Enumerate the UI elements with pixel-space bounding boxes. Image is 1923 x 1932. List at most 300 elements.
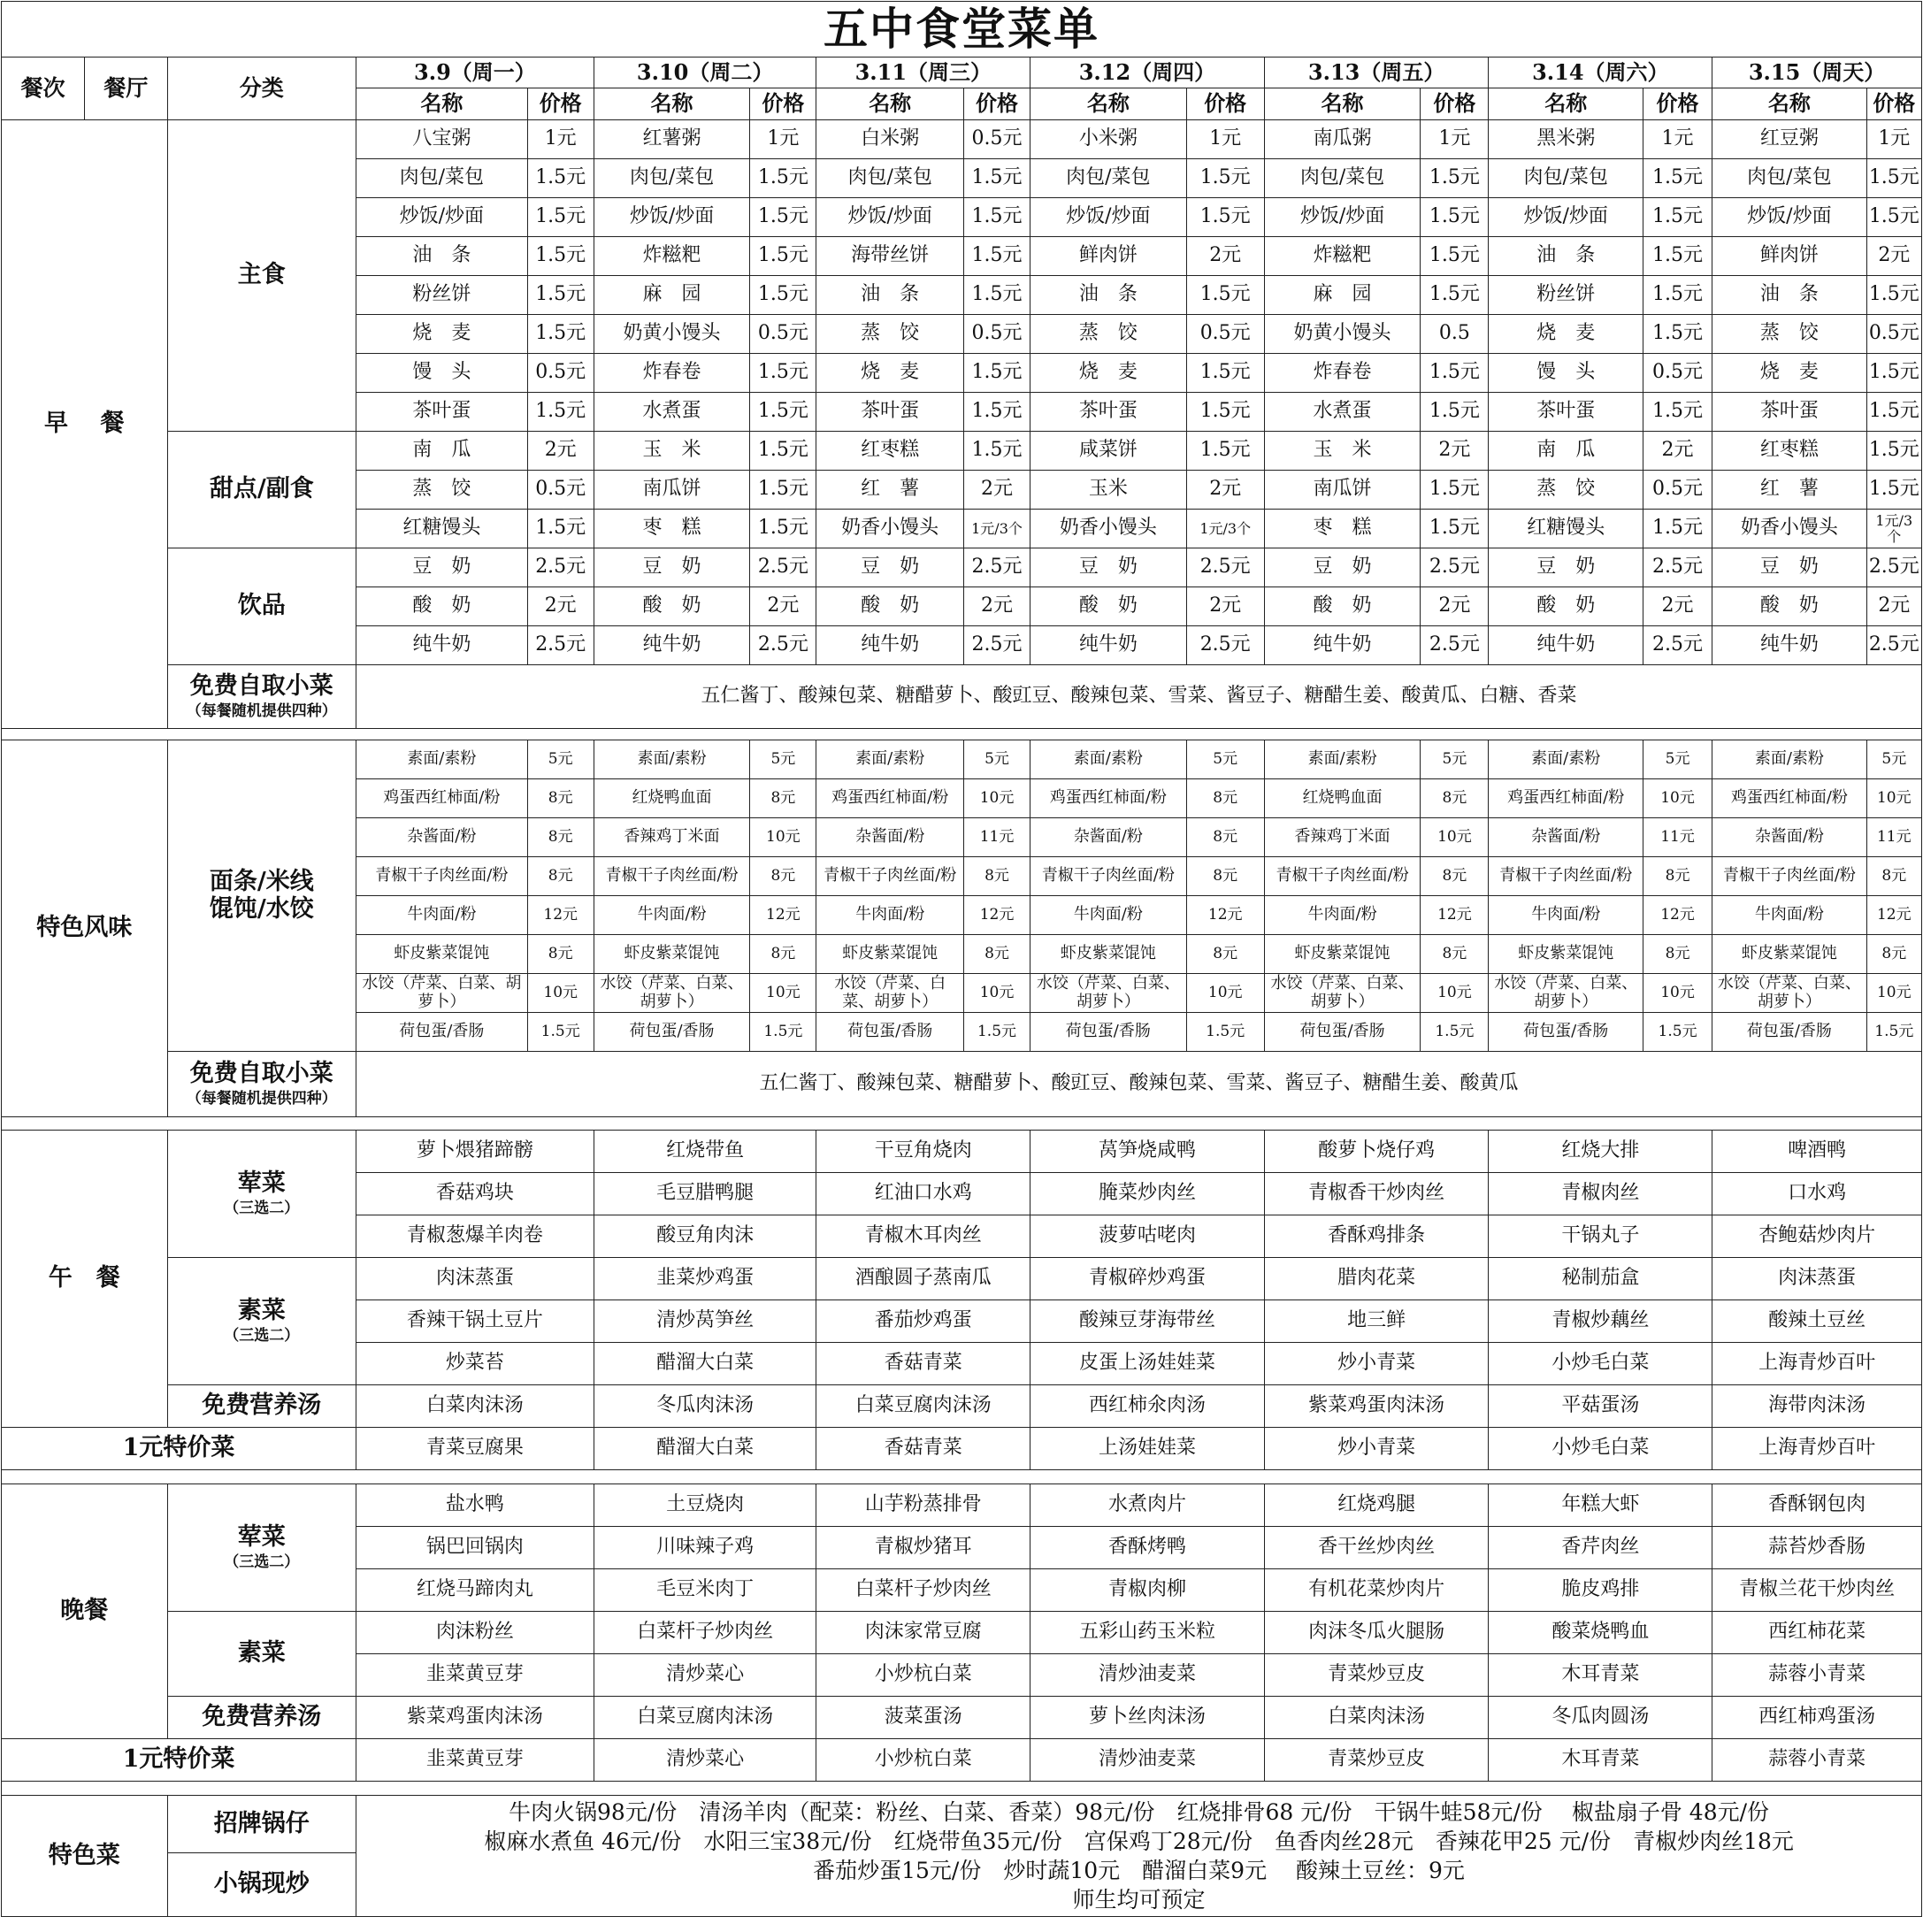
name-header: 名称 (1712, 88, 1866, 120)
item-name: 牛肉面/粉 (1264, 896, 1420, 935)
meal-specialty: 特色风味 (2, 740, 168, 1117)
meal-breakfast: 早 餐 (2, 120, 168, 729)
item-price: 1.5元 (963, 159, 1030, 198)
item-price: 1.5元 (1643, 159, 1712, 198)
item-price: 1.5元 (1866, 198, 1921, 237)
item-name: 炒饭/炒面 (1264, 198, 1420, 237)
item-name: 茶叶蛋 (1489, 393, 1643, 432)
item-name: 水饺（芹菜、白菜、胡萝卜） (1489, 974, 1643, 1013)
item-name: 炒饭/炒面 (1712, 198, 1866, 237)
item-price: 1元 (750, 120, 816, 159)
dish-name: 清炒莴笋丝 (594, 1300, 816, 1343)
item-price: 1.5元 (527, 198, 594, 237)
item-price: 10元 (1421, 818, 1489, 857)
item-name: 酸 奶 (356, 587, 528, 626)
dish-name: 白菜杆子炒肉丝 (816, 1569, 1030, 1612)
hall-header: 餐厅 (85, 58, 167, 120)
item-name: 茶叶蛋 (1712, 393, 1866, 432)
category-label: 荤菜 (237, 1522, 286, 1551)
item-price: 1.5元 (1186, 432, 1264, 471)
dish-name: 番茄炒鸡蛋 (816, 1300, 1030, 1343)
item-price: 1.5元 (750, 393, 816, 432)
item-name: 炒饭/炒面 (1489, 198, 1643, 237)
item-name: 枣 糕 (1264, 510, 1420, 548)
day-header: 3.13（周五） (1264, 58, 1489, 88)
item-name: 杂酱面/粉 (356, 818, 528, 857)
dish-name: 西红柿花菜 (1712, 1612, 1922, 1654)
item-price: 0.5元 (963, 120, 1030, 159)
item-price: 2元 (1186, 471, 1264, 510)
item-price: 1.5元 (1643, 237, 1712, 276)
dish-name: 海带肉沫汤 (1712, 1385, 1922, 1428)
item-price: 1.5元 (1421, 393, 1489, 432)
item-name: 奶香小馒头 (816, 510, 963, 548)
item-name: 红豆粥 (1712, 120, 1866, 159)
item-price: 2元 (1186, 587, 1264, 626)
item-price: 8元 (1866, 857, 1921, 896)
item-price: 2.5元 (963, 626, 1030, 665)
item-price: 1.5元 (1186, 159, 1264, 198)
category-label: 甜点/副食 (209, 475, 314, 503)
item-price: 0.5元 (1643, 354, 1712, 393)
category-label: 免费营养汤 (202, 1392, 322, 1420)
item-price: 2.5元 (750, 626, 816, 665)
item-price: 0.5 (1421, 315, 1489, 354)
dish-name: 酸辣土豆丝 (1712, 1300, 1922, 1343)
dish-name: 青椒葱爆羊肉卷 (356, 1215, 594, 1258)
featured-line: 番茄炒蛋15元/份 炒时蔬10元 醋溜白菜9元 酸辣土豆丝：9元 (813, 1858, 1465, 1883)
dish-name: 酸萝卜烧仔鸡 (1264, 1131, 1489, 1173)
item-price: 1.5元 (1186, 1013, 1264, 1052)
dish-name: 平菇蛋汤 (1489, 1385, 1712, 1428)
item-name: 茶叶蛋 (1030, 393, 1186, 432)
dish-name: 炒小青菜 (1264, 1343, 1489, 1385)
featured-dishes (356, 1796, 1922, 1917)
item-name: 炒饭/炒面 (1030, 198, 1186, 237)
dish-name: 毛豆米肉丁 (594, 1569, 816, 1612)
dish-name: 水煮肉片 (1030, 1484, 1265, 1527)
section-divider (2, 1782, 1922, 1796)
item-name: 素面/素粉 (1264, 740, 1420, 779)
item-price: 5元 (963, 740, 1030, 779)
section-gap (2, 1117, 1922, 1131)
item-name: 素面/素粉 (1030, 740, 1186, 779)
dinner-row (2, 1697, 1922, 1739)
special-dish: 香菇青菜 (816, 1428, 1030, 1470)
item-name: 鸡蛋西红柿面/粉 (816, 779, 963, 818)
dish-name: 肉沫蒸蛋 (356, 1258, 594, 1300)
dish-name: 小炒毛白菜 (1489, 1343, 1712, 1385)
lunch-row (2, 1258, 1922, 1300)
category-label: 饮品 (237, 592, 286, 620)
item-price: 1.5元 (1866, 432, 1921, 471)
item-price: 1.5元 (1421, 471, 1489, 510)
item-name: 奶香小馒头 (1030, 510, 1186, 548)
dish-name: 青椒肉丝 (1489, 1173, 1712, 1215)
dish-name: 香菇鸡块 (356, 1173, 594, 1215)
dish-name: 青椒炒藕丝 (1489, 1300, 1712, 1343)
item-name: 青椒干子肉丝面/粉 (1030, 857, 1186, 896)
item-name: 素面/素粉 (816, 740, 963, 779)
item-name: 奶黄小馒头 (1264, 315, 1420, 354)
featured-line: 椒麻水煮鱼 46元/份 水阳三宝38元/份 红烧带鱼35元/份 宫保鸡丁28元/份 鱼香肉丝28元 香辣花甲25 元/份 青椒炒肉丝18元 (484, 1828, 1794, 1854)
item-price: 1.5元 (750, 510, 816, 548)
dish-name: 有机花菜炒肉片 (1264, 1569, 1489, 1612)
item-name: 素面/素粉 (356, 740, 528, 779)
dish-name: 白菜杆子炒肉丝 (594, 1612, 816, 1654)
dish-name: 冬瓜肉沫汤 (594, 1385, 816, 1428)
dish-name: 山芋粉蒸排骨 (816, 1484, 1030, 1527)
item-name: 油 条 (356, 237, 528, 276)
item-price: 1.5元 (1421, 510, 1489, 548)
meal-header: 餐次 (2, 58, 85, 120)
item-price: 1.5元 (963, 276, 1030, 315)
item-price: 10元 (1866, 779, 1921, 818)
category-label: 素菜 (237, 1296, 286, 1324)
special-dish: 炒小青菜 (1264, 1428, 1489, 1470)
item-price: 1.5元 (527, 1013, 594, 1052)
dish-name: 青菜炒豆皮 (1264, 1654, 1489, 1697)
price-header: 价格 (963, 88, 1030, 120)
special-dish: 清炒油麦菜 (1030, 1739, 1265, 1782)
item-name: 豆 奶 (1489, 548, 1643, 587)
item-name: 红 薯 (1712, 471, 1866, 510)
item-name: 咸菜饼 (1030, 432, 1186, 471)
item-name: 杂酱面/粉 (816, 818, 963, 857)
item-name: 虾皮紫菜馄饨 (1264, 935, 1420, 974)
item-price: 10元 (1866, 974, 1921, 1013)
dish-name: 紫菜鸡蛋肉沫汤 (1264, 1385, 1489, 1428)
item-name: 牛肉面/粉 (816, 896, 963, 935)
item-name: 青椒干子肉丝面/粉 (356, 857, 528, 896)
item-price: 1元/3个 (1866, 510, 1921, 548)
dish-name: 红烧鸡腿 (1264, 1484, 1489, 1527)
item-name: 炸春卷 (1264, 354, 1420, 393)
dish-name: 莴笋烧咸鸭 (1030, 1131, 1265, 1173)
dish-name: 盐水鸭 (356, 1484, 594, 1527)
item-price: 11元 (963, 818, 1030, 857)
item-name: 烧 麦 (1712, 354, 1866, 393)
item-price: 1.5元 (1643, 510, 1712, 548)
dish-name: 上海青炒百叶 (1712, 1343, 1922, 1385)
item-name: 荷包蛋/香肠 (1489, 1013, 1643, 1052)
item-price: 2元 (750, 587, 816, 626)
item-price: 1.5元 (750, 159, 816, 198)
item-price: 8元 (1421, 935, 1489, 974)
item-name: 炸糍粑 (1264, 237, 1420, 276)
free-sides-row (2, 665, 1922, 729)
section-divider (2, 1117, 1922, 1131)
dish-name: 白菜豆腐肉沫汤 (816, 1385, 1030, 1428)
day-header: 3.15（周天） (1712, 58, 1922, 88)
item-name: 水饺（芹菜、白菜、胡萝卜） (1030, 974, 1186, 1013)
item-name: 炒饭/炒面 (594, 198, 749, 237)
item-price: 1.5元 (963, 354, 1030, 393)
item-price: 1.5元 (1186, 198, 1264, 237)
item-name: 奶香小馒头 (1712, 510, 1866, 548)
meal-featured: 特色菜 (2, 1796, 168, 1917)
specialty-row (2, 740, 1922, 779)
special-label: 1元特价菜 (2, 1428, 356, 1470)
dish-name: 地三鲜 (1264, 1300, 1489, 1343)
item-name: 八宝粥 (356, 120, 528, 159)
section-divider (2, 729, 1922, 740)
dish-name: 杏鲍菇炒肉片 (1712, 1215, 1922, 1258)
featured-line: 师生均可预定 (1072, 1887, 1206, 1913)
item-price: 8元 (1186, 818, 1264, 857)
item-name: 炒饭/炒面 (356, 198, 528, 237)
item-price: 1.5元 (750, 354, 816, 393)
dish-name: 啤酒鸭 (1712, 1131, 1922, 1173)
name-header: 名称 (1489, 88, 1643, 120)
item-price: 1.5元 (1643, 1013, 1712, 1052)
section-gap (2, 1470, 1922, 1484)
dish-name: 肉沫冬瓜火腿肠 (1264, 1612, 1489, 1654)
item-price: 2.5元 (1643, 548, 1712, 587)
item-price: 1元/3个 (1186, 510, 1264, 548)
dish-name: 酸辣豆芽海带丝 (1030, 1300, 1265, 1343)
item-name: 油 条 (1712, 276, 1866, 315)
special-label: 1元特价菜 (2, 1739, 356, 1782)
item-name: 酸 奶 (1030, 587, 1186, 626)
item-price: 1.5元 (1866, 1013, 1921, 1052)
category-cell (167, 740, 356, 1052)
item-name: 牛肉面/粉 (356, 896, 528, 935)
item-name: 纯牛奶 (1712, 626, 1866, 665)
item-name: 枣 糕 (594, 510, 749, 548)
breakfast-row (2, 432, 1922, 471)
item-name: 麻 园 (1264, 276, 1420, 315)
item-name: 素面/素粉 (594, 740, 749, 779)
item-name: 油 条 (1489, 237, 1643, 276)
item-price: 1.5元 (527, 393, 594, 432)
item-name: 纯牛奶 (1030, 626, 1186, 665)
item-name: 肉包/菜包 (1712, 159, 1866, 198)
item-price: 1元 (1643, 120, 1712, 159)
dish-name: 皮蛋上汤娃娃菜 (1030, 1343, 1265, 1385)
item-price: 11元 (1866, 818, 1921, 857)
item-price: 1.5元 (1643, 393, 1712, 432)
item-price: 1.5元 (1421, 276, 1489, 315)
category-note: （三选二） (224, 1327, 300, 1346)
item-price: 1.5元 (1421, 354, 1489, 393)
category-note: （每餐随机提供四种） (186, 1090, 337, 1108)
item-price: 8元 (527, 935, 594, 974)
item-price: 10元 (963, 779, 1030, 818)
item-name: 鲜肉饼 (1712, 237, 1866, 276)
item-price: 1.5元 (527, 276, 594, 315)
item-price: 8元 (750, 779, 816, 818)
item-name: 奶黄小馒头 (594, 315, 749, 354)
item-price: 0.5元 (963, 315, 1030, 354)
item-name: 牛肉面/粉 (1030, 896, 1186, 935)
dish-name: 萝卜煨猪蹄髈 (356, 1131, 594, 1173)
item-name: 鲜肉饼 (1030, 237, 1186, 276)
item-name: 酸 奶 (594, 587, 749, 626)
item-price: 0.5元 (527, 354, 594, 393)
item-price: 1.5元 (963, 1013, 1030, 1052)
dish-name: 紫菜鸡蛋肉沫汤 (356, 1697, 594, 1739)
item-price: 2.5元 (963, 548, 1030, 587)
item-name: 水煮蛋 (594, 393, 749, 432)
title-row (2, 2, 1922, 58)
item-name: 蒸 饺 (816, 315, 963, 354)
dish-name: 腌菜炒肉丝 (1030, 1173, 1265, 1215)
dish-name: 小炒杭白菜 (816, 1654, 1030, 1697)
item-price: 8元 (1186, 857, 1264, 896)
item-name: 杂酱面/粉 (1489, 818, 1643, 857)
category-label: 馄饨/水饺 (209, 894, 314, 923)
featured-line: 牛肉火锅98元/份 清汤羊肉（配菜：粉丝、白菜、香菜）98元/份 红烧排骨68 元/份 干锅牛蛙58元/份 椒盐扇子骨 48元/份 (509, 1799, 1770, 1825)
meal-dinner: 晚餐 (2, 1484, 168, 1739)
item-name: 蒸 饺 (1712, 315, 1866, 354)
header-row (2, 58, 1922, 88)
item-name: 红烧鸭血面 (594, 779, 749, 818)
dish-name: 萝卜丝肉沫汤 (1030, 1697, 1265, 1739)
dish-name: 肉沫蒸蛋 (1712, 1258, 1922, 1300)
dish-name: 川味辣子鸡 (594, 1527, 816, 1569)
item-price: 1.5元 (1866, 393, 1921, 432)
item-price: 1.5元 (1866, 471, 1921, 510)
price-header: 价格 (1186, 88, 1264, 120)
item-price: 1.5元 (1421, 1013, 1489, 1052)
item-name: 牛肉面/粉 (1712, 896, 1866, 935)
special-dish: 青菜豆腐果 (356, 1428, 594, 1470)
item-price: 1.5元 (750, 276, 816, 315)
section-divider (2, 1470, 1922, 1484)
item-price: 1.5元 (1866, 276, 1921, 315)
item-price: 2.5元 (1186, 626, 1264, 665)
item-price: 1元/3个 (963, 510, 1030, 548)
item-name: 荷包蛋/香肠 (594, 1013, 749, 1052)
dish-name: 口水鸡 (1712, 1173, 1922, 1215)
special-dish: 小炒杭白菜 (816, 1739, 1030, 1782)
item-name: 豆 奶 (1030, 548, 1186, 587)
item-price: 1元 (1421, 120, 1489, 159)
dish-name: 青椒碎炒鸡蛋 (1030, 1258, 1265, 1300)
item-name: 红糖馒头 (1489, 510, 1643, 548)
item-name: 水饺（芹菜、白菜、胡萝卜） (356, 974, 528, 1013)
item-price: 1.5元 (527, 237, 594, 276)
item-name: 茶叶蛋 (356, 393, 528, 432)
dish-name: 菠萝咕咾肉 (1030, 1215, 1265, 1258)
item-name: 杂酱面/粉 (1030, 818, 1186, 857)
item-price: 8元 (527, 857, 594, 896)
category-cell (167, 1258, 356, 1385)
item-name: 纯牛奶 (1264, 626, 1420, 665)
item-price: 8元 (527, 818, 594, 857)
dish-name: 香菇青菜 (816, 1343, 1030, 1385)
item-name: 烧 麦 (1489, 315, 1643, 354)
item-price: 2元 (1866, 587, 1921, 626)
item-name: 肉包/菜包 (356, 159, 528, 198)
category-note: （三选二） (224, 1200, 300, 1218)
dish-name: 香辣干锅土豆片 (356, 1300, 594, 1343)
item-name: 红糖馒头 (356, 510, 528, 548)
item-price: 2.5元 (527, 548, 594, 587)
item-price: 12元 (527, 896, 594, 935)
category-cell (167, 432, 356, 548)
item-price: 1.5元 (527, 159, 594, 198)
item-name: 豆 奶 (1264, 548, 1420, 587)
item-name: 肉包/菜包 (1264, 159, 1420, 198)
item-price: 8元 (1643, 935, 1712, 974)
day-header: 3.11（周三） (816, 58, 1030, 88)
special-dish: 蒜蓉小青菜 (1712, 1739, 1922, 1782)
item-price: 2元 (1421, 432, 1489, 471)
item-name: 纯牛奶 (1489, 626, 1643, 665)
dish-name: 年糕大虾 (1489, 1484, 1712, 1527)
item-name: 水饺（芹菜、白菜、胡萝卜） (594, 974, 749, 1013)
item-name: 酸 奶 (816, 587, 963, 626)
dish-name: 西红柿氽肉汤 (1030, 1385, 1265, 1428)
dish-name: 青椒木耳肉丝 (816, 1215, 1030, 1258)
item-name: 南 瓜 (1489, 432, 1643, 471)
item-name: 荷包蛋/香肠 (1712, 1013, 1866, 1052)
item-price: 2元 (527, 587, 594, 626)
dish-name: 白菜豆腐肉沫汤 (594, 1697, 816, 1739)
dish-name: 红烧马蹄肉丸 (356, 1569, 594, 1612)
item-price: 5元 (527, 740, 594, 779)
dish-name: 红烧大排 (1489, 1131, 1712, 1173)
item-name: 小米粥 (1030, 120, 1186, 159)
item-price: 1.5元 (750, 432, 816, 471)
dish-name: 清炒油麦菜 (1030, 1654, 1265, 1697)
free-sides-list: 五仁酱丁、酸辣包菜、糖醋萝卜、酸豇豆、酸辣包菜、雪菜、酱豆子、糖醋生姜、酸黄瓜 (356, 1052, 1922, 1117)
dish-name: 酸豆角肉沫 (594, 1215, 816, 1258)
item-name: 蒸 饺 (356, 471, 528, 510)
item-name: 豆 奶 (594, 548, 749, 587)
item-name: 荷包蛋/香肠 (356, 1013, 528, 1052)
item-price: 2元 (1643, 432, 1712, 471)
day-header: 3.10（周二） (594, 58, 816, 88)
item-name: 玉米 (1030, 471, 1186, 510)
item-name: 红枣糕 (1712, 432, 1866, 471)
category-label: 素菜 (237, 1639, 286, 1668)
dish-name: 红油口水鸡 (816, 1173, 1030, 1215)
item-price: 2元 (1866, 237, 1921, 276)
item-price: 10元 (1186, 974, 1264, 1013)
category-cell (167, 1484, 356, 1612)
item-price: 8元 (527, 779, 594, 818)
free-sides-label (167, 1052, 356, 1117)
item-name: 玉 米 (1264, 432, 1420, 471)
dish-name: 秘制茄盒 (1489, 1258, 1712, 1300)
item-price: 8元 (1186, 935, 1264, 974)
item-price: 8元 (963, 857, 1030, 896)
price-header: 价格 (527, 88, 594, 120)
item-price: 1.5元 (1643, 198, 1712, 237)
item-name: 炸糍粑 (594, 237, 749, 276)
item-price: 10元 (750, 974, 816, 1013)
lunch-row (2, 1385, 1922, 1428)
item-name: 水饺（芹菜、白菜、胡萝卜） (1712, 974, 1866, 1013)
category-label: 免费自取小菜 (189, 1059, 333, 1087)
dish-name: 醋溜大白菜 (594, 1343, 816, 1385)
item-name: 红枣糕 (816, 432, 963, 471)
dish-name: 土豆烧肉 (594, 1484, 816, 1527)
item-price: 12元 (1186, 896, 1264, 935)
category-header: 分类 (167, 58, 356, 120)
featured-row (2, 1796, 1922, 1853)
item-name: 茶叶蛋 (816, 393, 963, 432)
breakfast-row (2, 120, 1922, 159)
special-dish: 青菜炒豆皮 (1264, 1739, 1489, 1782)
dish-name: 酸菜烧鸭血 (1489, 1612, 1712, 1654)
page-title: 五中食堂菜单 (2, 2, 1922, 58)
dish-name: 腊肉花菜 (1264, 1258, 1489, 1300)
item-price: 2.5元 (1866, 626, 1921, 665)
